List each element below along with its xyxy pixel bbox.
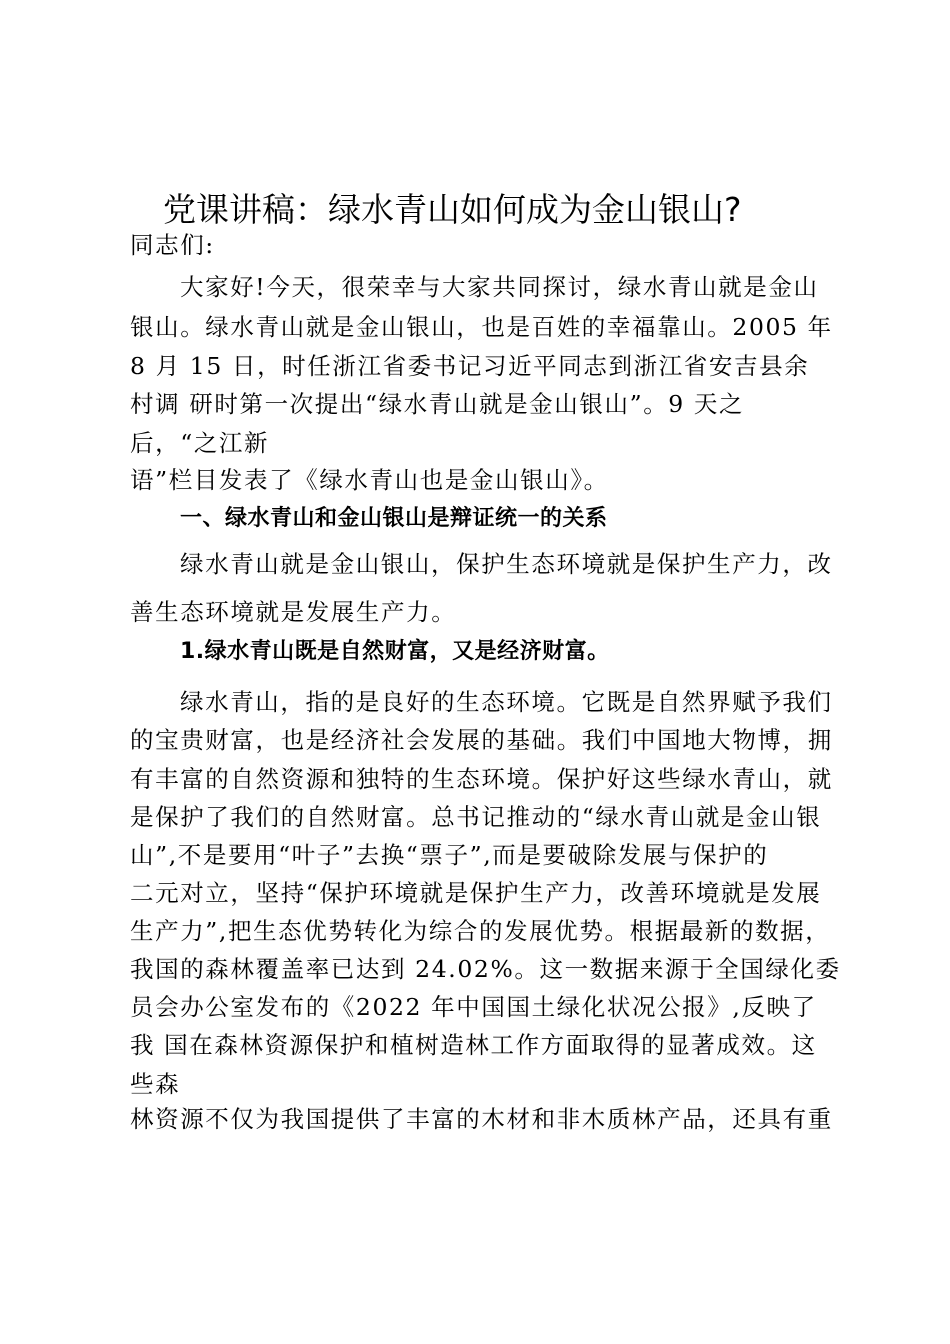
body-line: 我国的森林覆盖率已达到 24.02%。这一数据来源于全国绿化委 (130, 955, 841, 983)
section-1-heading: 一、绿水青山和金山银山是辩证统一的关系 (180, 506, 608, 531)
salutation: 同志们: (130, 231, 215, 259)
body-line: 些森 (130, 1070, 181, 1098)
document-title: 党课讲稿：绿水青山如何成为金山银山? (163, 190, 742, 229)
body-line: 是保护了我们的自然财富。总书记推动的“绿水青山就是金山银 (130, 803, 822, 831)
body-line: 有丰富的自然资源和独特的生态环境。保护好这些绿水青山，就 (130, 765, 833, 793)
body-line: 我 国在森林资源保护和植树造林工作方面取得的显著成效。这 (130, 1031, 817, 1059)
body-line: 二元对立，坚持“保护环境就是保护生产力，改善环境就是发展 (130, 879, 822, 907)
subsection-1-heading: 1.绿水青山既是自然财富，又是经济财富。 (180, 639, 610, 664)
intro-line-3: 8 月 15 日，时任浙江省委书记习近平同志到浙江省安吉县余 (130, 352, 810, 380)
intro-line-6: 语”栏目发表了《绿水青山也是金山银山》。 (130, 466, 609, 494)
section-1-para-line-2: 善生态环境就是发展生产力。 (130, 598, 457, 626)
body-line: 绿水青山，指的是良好的生态环境。它既是自然界赋予我们 (180, 688, 833, 716)
intro-line-5: 后，“之江新 (130, 429, 270, 457)
body-line: 的宝贵财富，也是经济社会发展的基础。我们中国地大物博，拥 (130, 726, 833, 754)
intro-line-4: 村调 研时第一次提出“绿水青山就是金山银山”。9 天之 (130, 390, 745, 418)
section-1-para-line-1: 绿水青山就是金山银山，保护生态环境就是保护生产力，改 (180, 550, 833, 578)
body-line: 山”,不是要用“叶子”去换“票子”,而是要破除发展与保护的 (130, 841, 769, 869)
intro-line-1: 大家好!今天，很荣幸与大家共同探讨，绿水青山就是金山 (180, 273, 819, 301)
body-line: 生产力”,把生态优势转化为综合的发展优势。根据最新的数据， (130, 917, 831, 945)
intro-line-2: 银山。绿水青山就是金山银山，也是百姓的幸福靠山。2005 年 (130, 313, 833, 341)
body-line: 员会办公室发布的《2022 年中国国土绿化状况公报》,反映了 (130, 993, 817, 1021)
body-line: 林资源不仅为我国提供了丰富的木材和非木质林产品，还具有重 (130, 1105, 833, 1133)
